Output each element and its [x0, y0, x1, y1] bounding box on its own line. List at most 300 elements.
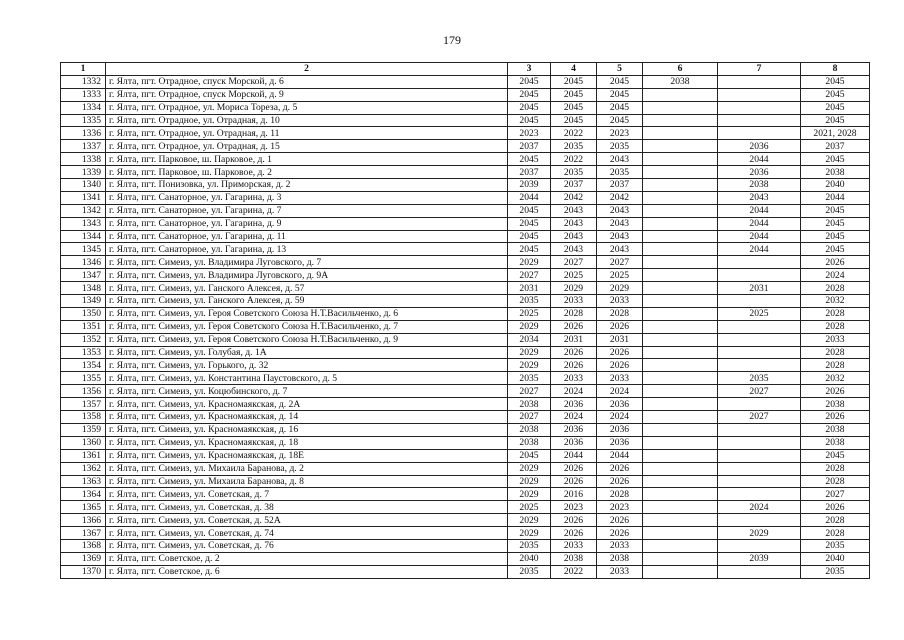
year-cell-3: 2038	[508, 398, 551, 411]
table-row	[61, 114, 870, 127]
year-cell-3: 2038	[508, 423, 551, 436]
year-cell-6	[643, 398, 718, 411]
year-cell-8: 2045	[801, 75, 870, 88]
year-cell-7	[718, 88, 801, 101]
row-number-cell: 1337	[61, 140, 106, 153]
year-cell-3: 2029	[508, 488, 551, 501]
address-cell: г. Ялта, пгт. Симеиз, ул. Михаила Баранова, д. 2	[106, 462, 508, 475]
year-cell-5: 2026	[597, 462, 643, 475]
year-cell-3: 2029	[508, 462, 551, 475]
year-cell-6	[643, 359, 718, 372]
address-cell: г. Ялта, пгт. Симеиз, ул. Советская, д. 76	[106, 539, 508, 552]
address-cell: г. Ялта, пгт. Симеиз, ул. Красномаякская, д. 14	[106, 411, 508, 424]
year-cell-8: 2028	[801, 514, 870, 527]
year-cell-5: 2026	[597, 346, 643, 359]
year-cell-3: 2029	[508, 359, 551, 372]
year-cell-6	[643, 230, 718, 243]
table-row	[61, 282, 870, 295]
column-header: 1	[61, 63, 106, 76]
year-cell-8: 2032	[801, 372, 870, 385]
table-row	[61, 488, 870, 501]
year-cell-3: 2035	[508, 539, 551, 552]
table-row	[61, 346, 870, 359]
year-cell-4: 2043	[551, 230, 597, 243]
address-cell: г. Ялта, пгт. Симеиз, ул. Владимира Луговского, д. 7	[106, 256, 508, 269]
year-cell-5: 2043	[597, 204, 643, 217]
year-cell-4: 2029	[551, 282, 597, 295]
year-cell-6	[643, 243, 718, 256]
row-number-cell: 1355	[61, 372, 106, 385]
year-cell-3: 2035	[508, 565, 551, 578]
year-cell-7	[718, 462, 801, 475]
year-cell-7	[718, 565, 801, 578]
year-cell-6	[643, 333, 718, 346]
row-number-cell: 1340	[61, 179, 106, 192]
year-cell-4: 2043	[551, 243, 597, 256]
year-cell-7: 2036	[718, 166, 801, 179]
year-cell-3: 2029	[508, 527, 551, 540]
year-cell-5: 2042	[597, 191, 643, 204]
year-cell-6: 2038	[643, 75, 718, 88]
row-number-cell: 1362	[61, 462, 106, 475]
year-cell-8: 2045	[801, 114, 870, 127]
address-cell: г. Ялта, пгт. Отрадное, спуск Морской, д. 6	[106, 75, 508, 88]
year-cell-6	[643, 256, 718, 269]
address-cell: г. Ялта, пгт. Симеиз, ул. Коцюбинского, д. 7	[106, 385, 508, 398]
address-cell: г. Ялта, пгт. Симеиз, ул. Советская, д. 38	[106, 501, 508, 514]
year-cell-6	[643, 320, 718, 333]
year-cell-4: 2023	[551, 501, 597, 514]
address-cell: г. Ялта, пгт. Симеиз, ул. Михаила Баранова, д. 8	[106, 475, 508, 488]
year-cell-4: 2045	[551, 88, 597, 101]
year-cell-5: 2044	[597, 449, 643, 462]
year-cell-8: 2038	[801, 423, 870, 436]
year-cell-8: 2035	[801, 565, 870, 578]
table-header-row	[61, 63, 870, 76]
year-cell-5: 2033	[597, 539, 643, 552]
year-cell-6	[643, 475, 718, 488]
year-cell-5: 2036	[597, 398, 643, 411]
year-cell-7: 2035	[718, 372, 801, 385]
year-cell-3: 2045	[508, 101, 551, 114]
table-row	[61, 565, 870, 578]
column-header: 3	[508, 63, 551, 76]
year-cell-7: 2044	[718, 230, 801, 243]
year-cell-8: 2038	[801, 166, 870, 179]
row-number-cell: 1333	[61, 88, 106, 101]
year-cell-6	[643, 140, 718, 153]
year-cell-4: 2026	[551, 475, 597, 488]
data-table	[60, 62, 870, 579]
year-cell-6	[643, 101, 718, 114]
year-cell-4: 2026	[551, 514, 597, 527]
address-cell: г. Ялта, пгт. Симеиз, ул. Героя Советского Союза Н.Т.Васильченко, д. 9	[106, 333, 508, 346]
year-cell-4: 2026	[551, 462, 597, 475]
year-cell-4: 2045	[551, 75, 597, 88]
address-cell: г. Ялта, пгт. Советское, д. 2	[106, 552, 508, 565]
year-cell-8: 2045	[801, 101, 870, 114]
year-cell-4: 2016	[551, 488, 597, 501]
row-number-cell: 1336	[61, 127, 106, 140]
year-cell-8: 2045	[801, 153, 870, 166]
table-row	[61, 333, 870, 346]
address-cell: г. Ялта, пгт. Симеиз, ул. Героя Советского Союза Н.Т.Васильченко, д. 6	[106, 307, 508, 320]
table-row	[61, 398, 870, 411]
row-number-cell: 1358	[61, 411, 106, 424]
year-cell-8: 2028	[801, 527, 870, 540]
year-cell-3: 2025	[508, 307, 551, 320]
address-cell: г. Ялта, пгт. Парковое, ш. Парковое, д. 2	[106, 166, 508, 179]
year-cell-5: 2028	[597, 488, 643, 501]
address-cell: г. Ялта, пгт. Отрадное, спуск Морской, д. 9	[106, 88, 508, 101]
table-row	[61, 411, 870, 424]
column-header: 8	[801, 63, 870, 76]
row-number-cell: 1332	[61, 75, 106, 88]
address-cell: г. Ялта, пгт. Отрадное, ул. Мориса Тореза, д. 5	[106, 101, 508, 114]
table-row	[61, 295, 870, 308]
year-cell-7: 2038	[718, 179, 801, 192]
row-number-cell: 1345	[61, 243, 106, 256]
year-cell-7	[718, 269, 801, 282]
address-cell: г. Ялта, пгт. Симеиз, ул. Владимира Луговского, д. 9А	[106, 269, 508, 282]
year-cell-4: 2022	[551, 153, 597, 166]
row-number-cell: 1365	[61, 501, 106, 514]
year-cell-3: 2027	[508, 385, 551, 398]
year-cell-8: 2040	[801, 552, 870, 565]
year-cell-6	[643, 372, 718, 385]
row-number-cell: 1364	[61, 488, 106, 501]
row-number-cell: 1366	[61, 514, 106, 527]
table-row	[61, 475, 870, 488]
row-number-cell: 1368	[61, 539, 106, 552]
column-header: 6	[643, 63, 718, 76]
year-cell-5: 2045	[597, 88, 643, 101]
year-cell-5: 2037	[597, 179, 643, 192]
year-cell-6	[643, 527, 718, 540]
address-cell: г. Ялта, пгт. Симеиз, ул. Ганского Алексея, д. 57	[106, 282, 508, 295]
year-cell-7	[718, 256, 801, 269]
column-header: 7	[718, 63, 801, 76]
address-cell: г. Ялта, пгт. Советское, д. 6	[106, 565, 508, 578]
year-cell-8: 2038	[801, 398, 870, 411]
year-cell-5: 2025	[597, 269, 643, 282]
table-row	[61, 191, 870, 204]
year-cell-8: 2026	[801, 501, 870, 514]
address-cell: г. Ялта, пгт. Санаторное, ул. Гагарина, д. 7	[106, 204, 508, 217]
year-cell-6	[643, 436, 718, 449]
table-row	[61, 320, 870, 333]
year-cell-7	[718, 398, 801, 411]
table-row	[61, 269, 870, 282]
year-cell-4: 2026	[551, 527, 597, 540]
year-cell-8: 2026	[801, 385, 870, 398]
row-number-cell: 1334	[61, 101, 106, 114]
year-cell-7: 2044	[718, 217, 801, 230]
year-cell-6	[643, 153, 718, 166]
table-row	[61, 514, 870, 527]
table-row	[61, 436, 870, 449]
year-cell-5: 2033	[597, 565, 643, 578]
row-number-cell: 1343	[61, 217, 106, 230]
column-header: 4	[551, 63, 597, 76]
year-cell-5: 2029	[597, 282, 643, 295]
year-cell-3: 2045	[508, 243, 551, 256]
year-cell-5: 2026	[597, 320, 643, 333]
year-cell-7	[718, 320, 801, 333]
year-cell-5: 2036	[597, 423, 643, 436]
table-row	[61, 256, 870, 269]
table-row	[61, 204, 870, 217]
address-cell: г. Ялта, пгт. Симеиз, ул. Советская, д. 7	[106, 488, 508, 501]
year-cell-8: 2044	[801, 191, 870, 204]
year-cell-5: 2026	[597, 475, 643, 488]
table-row	[61, 243, 870, 256]
year-cell-6	[643, 501, 718, 514]
year-cell-6	[643, 204, 718, 217]
year-cell-6	[643, 565, 718, 578]
address-cell: г. Ялта, пгт. Санаторное, ул. Гагарина, д. 9	[106, 217, 508, 230]
row-number-cell: 1352	[61, 333, 106, 346]
year-cell-3: 2045	[508, 114, 551, 127]
table-row	[61, 462, 870, 475]
year-cell-6	[643, 552, 718, 565]
table-row	[61, 101, 870, 114]
year-cell-6	[643, 179, 718, 192]
year-cell-7	[718, 423, 801, 436]
year-cell-5: 2043	[597, 243, 643, 256]
row-number-cell: 1354	[61, 359, 106, 372]
year-cell-7	[718, 449, 801, 462]
year-cell-3: 2037	[508, 166, 551, 179]
row-number-cell: 1347	[61, 269, 106, 282]
year-cell-3: 2044	[508, 191, 551, 204]
address-cell: г. Ялта, пгт. Симеиз, ул. Голубая, д. 1А	[106, 346, 508, 359]
year-cell-6	[643, 88, 718, 101]
year-cell-4: 2024	[551, 385, 597, 398]
year-cell-4: 2022	[551, 565, 597, 578]
year-cell-4: 2043	[551, 217, 597, 230]
year-cell-6	[643, 346, 718, 359]
year-cell-6	[643, 307, 718, 320]
year-cell-7	[718, 475, 801, 488]
year-cell-5: 2023	[597, 127, 643, 140]
address-cell: г. Ялта, пгт. Санаторное, ул. Гагарина, д. 13	[106, 243, 508, 256]
year-cell-6	[643, 217, 718, 230]
table-row	[61, 153, 870, 166]
page-number: 179	[443, 33, 461, 47]
year-cell-4: 2025	[551, 269, 597, 282]
year-cell-8: 2045	[801, 230, 870, 243]
year-cell-7: 2036	[718, 140, 801, 153]
year-cell-8: 2045	[801, 449, 870, 462]
year-cell-4: 2036	[551, 436, 597, 449]
year-cell-7: 2031	[718, 282, 801, 295]
address-cell: г. Ялта, пгт. Симеиз, ул. Героя Советского Союза Н.Т.Васильченко, д. 7	[106, 320, 508, 333]
year-cell-7: 2024	[718, 501, 801, 514]
year-cell-7: 2044	[718, 204, 801, 217]
year-cell-5: 2038	[597, 552, 643, 565]
year-cell-6	[643, 282, 718, 295]
address-cell: г. Ялта, пгт. Симеиз, ул. Красномаякская, д. 2А	[106, 398, 508, 411]
year-cell-8: 2040	[801, 179, 870, 192]
address-cell: г. Ялта, пгт. Симеиз, ул. Красномаякская, д. 18	[106, 436, 508, 449]
year-cell-4: 2026	[551, 320, 597, 333]
table-row	[61, 539, 870, 552]
table-row	[61, 217, 870, 230]
year-cell-7: 2025	[718, 307, 801, 320]
year-cell-8: 2028	[801, 346, 870, 359]
year-cell-6	[643, 127, 718, 140]
year-cell-7: 2044	[718, 243, 801, 256]
year-cell-6	[643, 114, 718, 127]
year-cell-8: 2028	[801, 320, 870, 333]
year-cell-3: 2039	[508, 179, 551, 192]
year-cell-8: 2045	[801, 88, 870, 101]
year-cell-7	[718, 75, 801, 88]
year-cell-6	[643, 488, 718, 501]
address-cell: г. Ялта, пгт. Симеиз, ул. Горького, д. 32	[106, 359, 508, 372]
year-cell-5: 2043	[597, 153, 643, 166]
row-number-cell: 1361	[61, 449, 106, 462]
year-cell-5: 2043	[597, 230, 643, 243]
year-cell-3: 2025	[508, 501, 551, 514]
row-number-cell: 1357	[61, 398, 106, 411]
year-cell-5: 2035	[597, 166, 643, 179]
address-cell: г. Ялта, пгт. Симеиз, ул. Красномаякская, д. 18Е	[106, 449, 508, 462]
table-row	[61, 501, 870, 514]
table-row	[61, 423, 870, 436]
column-header: 5	[597, 63, 643, 76]
row-number-cell: 1342	[61, 204, 106, 217]
address-cell: г. Ялта, пгт. Симеиз, ул. Ганского Алексея, д. 59	[106, 295, 508, 308]
year-cell-5: 2028	[597, 307, 643, 320]
table-row	[61, 230, 870, 243]
year-cell-8: 2037	[801, 140, 870, 153]
year-cell-7	[718, 436, 801, 449]
year-cell-4: 2026	[551, 359, 597, 372]
year-cell-8: 2045	[801, 217, 870, 230]
row-number-cell: 1335	[61, 114, 106, 127]
year-cell-8: 2028	[801, 282, 870, 295]
year-cell-7	[718, 114, 801, 127]
year-cell-5: 2036	[597, 436, 643, 449]
year-cell-8: 2024	[801, 269, 870, 282]
table-row	[61, 88, 870, 101]
year-cell-4: 2045	[551, 114, 597, 127]
year-cell-4: 2045	[551, 101, 597, 114]
year-cell-7: 2044	[718, 153, 801, 166]
year-cell-6	[643, 269, 718, 282]
year-cell-3: 2045	[508, 449, 551, 462]
year-cell-8: 2026	[801, 411, 870, 424]
address-cell: г. Ялта, пгт. Понизовка, ул. Приморская, д. 2	[106, 179, 508, 192]
year-cell-8: 2028	[801, 359, 870, 372]
year-cell-4: 2033	[551, 295, 597, 308]
year-cell-5: 2027	[597, 256, 643, 269]
year-cell-4: 2043	[551, 204, 597, 217]
year-cell-4: 2026	[551, 346, 597, 359]
year-cell-5: 2026	[597, 527, 643, 540]
year-cell-6	[643, 449, 718, 462]
year-cell-8: 2028	[801, 462, 870, 475]
year-cell-3: 2029	[508, 346, 551, 359]
address-cell: г. Ялта, пгт. Отрадное, ул. Отрадная, д. 15	[106, 140, 508, 153]
table-row	[61, 140, 870, 153]
address-cell: г. Ялта, пгт. Симеиз, ул. Советская, д. 52А	[106, 514, 508, 527]
year-cell-8: 2028	[801, 475, 870, 488]
table-row	[61, 179, 870, 192]
year-cell-7: 2027	[718, 411, 801, 424]
year-cell-7: 2039	[718, 552, 801, 565]
year-cell-3: 2045	[508, 230, 551, 243]
year-cell-3: 2029	[508, 514, 551, 527]
year-cell-3: 2045	[508, 217, 551, 230]
row-number-cell: 1351	[61, 320, 106, 333]
year-cell-4: 2024	[551, 411, 597, 424]
year-cell-6	[643, 411, 718, 424]
row-number-cell: 1339	[61, 166, 106, 179]
year-cell-7	[718, 514, 801, 527]
table-body	[61, 75, 870, 578]
table-row	[61, 552, 870, 565]
row-number-cell: 1348	[61, 282, 106, 295]
year-cell-3: 2038	[508, 436, 551, 449]
year-cell-6	[643, 539, 718, 552]
year-cell-4: 2036	[551, 398, 597, 411]
row-number-cell: 1353	[61, 346, 106, 359]
year-cell-4: 2035	[551, 166, 597, 179]
year-cell-4: 2033	[551, 539, 597, 552]
year-cell-3: 2027	[508, 411, 551, 424]
address-cell: г. Ялта, пгт. Санаторное, ул. Гагарина, д. 11	[106, 230, 508, 243]
row-number-cell: 1344	[61, 230, 106, 243]
year-cell-7: 2027	[718, 385, 801, 398]
year-cell-5: 2043	[597, 217, 643, 230]
row-number-cell: 1341	[61, 191, 106, 204]
year-cell-8: 2045	[801, 204, 870, 217]
year-cell-3: 2027	[508, 269, 551, 282]
year-cell-4: 2036	[551, 423, 597, 436]
year-cell-6	[643, 514, 718, 527]
table-row	[61, 127, 870, 140]
row-number-cell: 1359	[61, 423, 106, 436]
year-cell-8: 2033	[801, 333, 870, 346]
year-cell-3: 2023	[508, 127, 551, 140]
year-cell-5: 2023	[597, 501, 643, 514]
table-row	[61, 449, 870, 462]
year-cell-8: 2038	[801, 436, 870, 449]
row-number-cell: 1360	[61, 436, 106, 449]
year-cell-7	[718, 359, 801, 372]
year-cell-4: 2044	[551, 449, 597, 462]
year-cell-3: 2035	[508, 372, 551, 385]
table-row	[61, 359, 870, 372]
year-cell-7	[718, 488, 801, 501]
year-cell-4: 2035	[551, 140, 597, 153]
year-cell-4: 2033	[551, 372, 597, 385]
row-number-cell: 1367	[61, 527, 106, 540]
year-cell-5: 2026	[597, 359, 643, 372]
year-cell-5: 2035	[597, 140, 643, 153]
address-cell: г. Ялта, пгт. Парковое, ш. Парковое, д. 1	[106, 153, 508, 166]
year-cell-4: 2038	[551, 552, 597, 565]
row-number-cell: 1363	[61, 475, 106, 488]
year-cell-3: 2040	[508, 552, 551, 565]
year-cell-7	[718, 295, 801, 308]
year-cell-6	[643, 191, 718, 204]
year-cell-5: 2045	[597, 114, 643, 127]
year-cell-4: 2031	[551, 333, 597, 346]
